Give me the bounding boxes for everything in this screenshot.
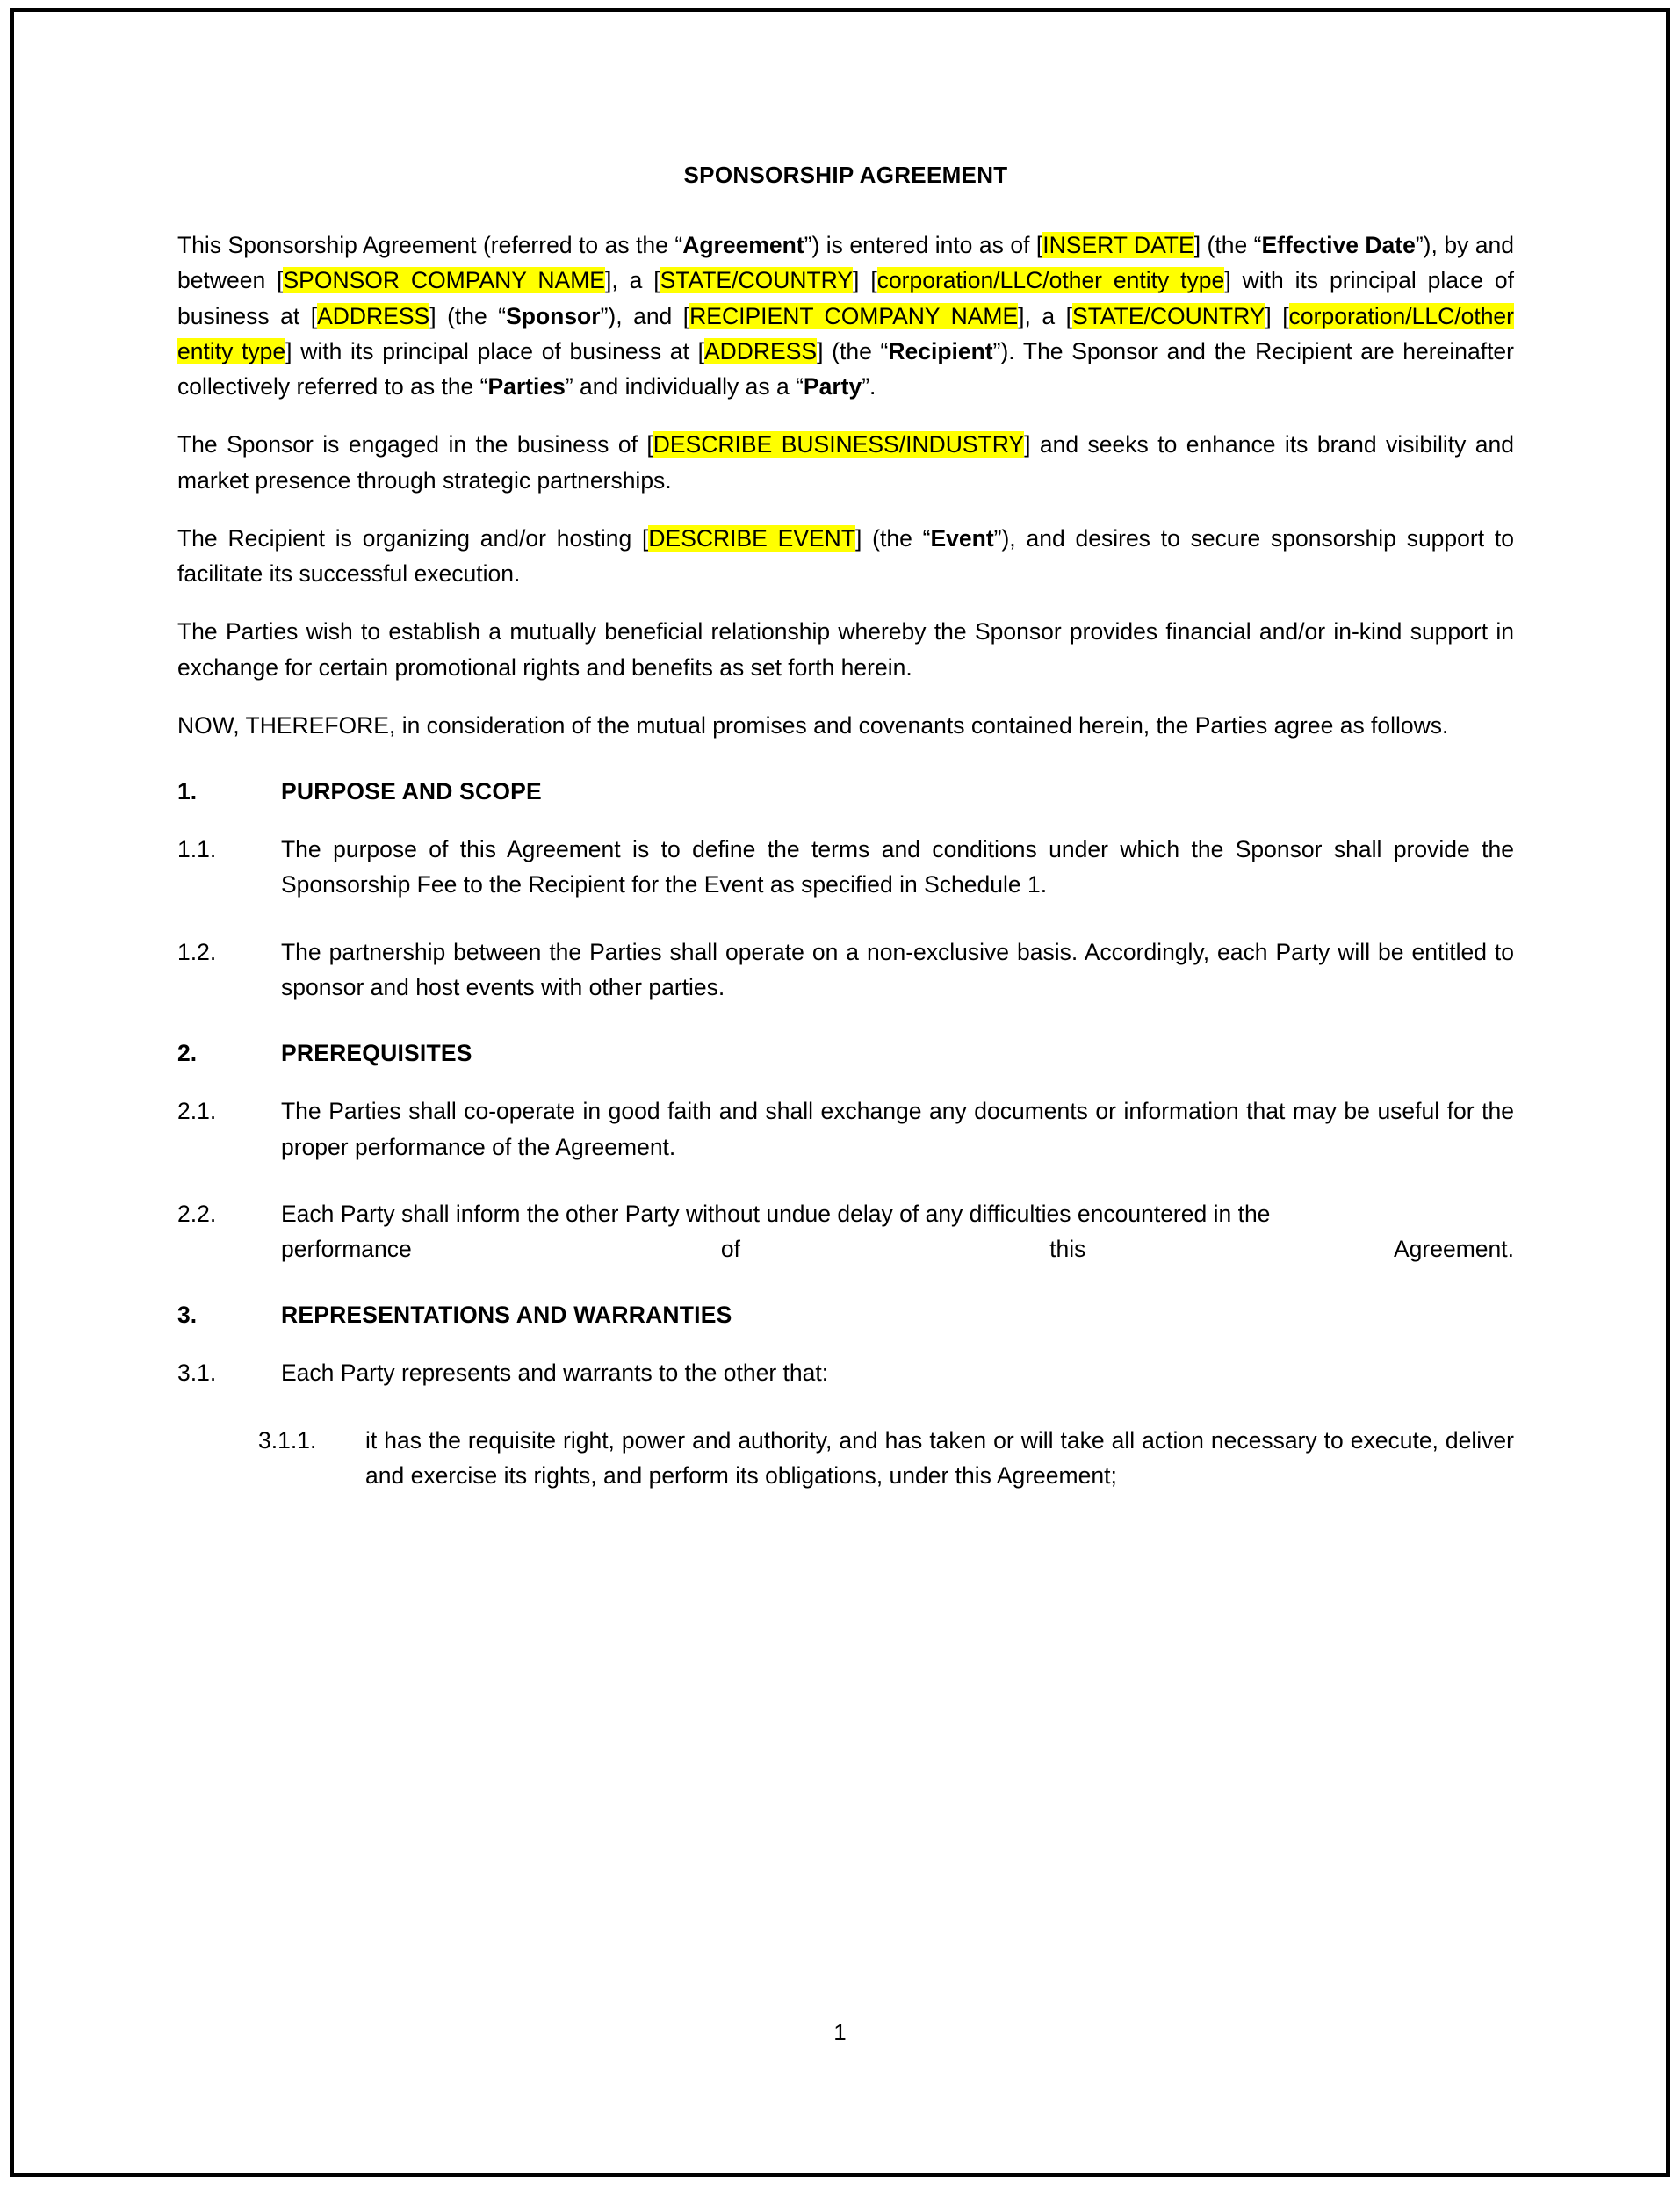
clause-3-1-1 (258, 1423, 1514, 1494)
section-number: 1. (177, 778, 198, 805)
text-fragment: ”), and desires to secure sponsorship support to facilitate its successful execution. (177, 524, 1514, 588)
text-fragment: ”), and [ (600, 302, 690, 329)
clause-text-line1: Each Party shall inform the other Party without undue delay of any difficulties encountered in the (281, 1200, 1271, 1227)
clause-2-1 (177, 1093, 1514, 1165)
clause-text: Each Party represents and warrants to the other that: (281, 1360, 829, 1387)
clause-number: 2.2. (177, 1200, 217, 1227)
term-sponsor: Sponsor (506, 302, 601, 329)
page-title: SPONSORSHIP AGREEMENT (683, 162, 1008, 188)
page-number: 1 (833, 2019, 847, 2045)
paragraph-now-therefore: NOW, THEREFORE, in consideration of the mutual promises and covenants contained herein, the Parties agree as follows. (177, 711, 1449, 739)
placeholder-describe-event: DESCRIBE EVENT (648, 524, 856, 552)
text-fragment: ] (the “ (855, 524, 931, 552)
text-fragment: ] [ (1265, 302, 1289, 329)
section-title: REPRESENTATIONS AND WARRANTIES (281, 1302, 732, 1329)
clause-3-1 (177, 1355, 1514, 1390)
text-fragment: ”), by and between [ (177, 232, 1515, 294)
clause-number: 3.1. (177, 1360, 217, 1387)
term-effective-date: Effective Date (1261, 232, 1416, 258)
text-fragment: ], a [ (1018, 302, 1073, 329)
text-fragment: This Sponsorship Agreement (referred to as the “ (177, 232, 683, 258)
clause-text: The partnership between the Parties shall operate on a non-exclusive basis. Accordingly, each Party will be entitled to sponsor and host events with other parties. (281, 938, 1514, 1000)
document-sheet (14, 12, 1666, 2173)
text-fragment: ] (the “ (429, 302, 507, 329)
section-number: 3. (177, 1302, 198, 1329)
clause-text (281, 1196, 1514, 1267)
text-fragment: ”) is entered into as of [ (804, 232, 1043, 258)
text-fragment: ] [ (853, 267, 877, 294)
clause-2-2 (177, 1196, 1514, 1267)
placeholder-sponsor-company-name: SPONSOR COMPANY NAME (283, 267, 605, 294)
text-fragment: ” and individually as a “ (565, 373, 804, 400)
text-fragment: ] (the “ (817, 337, 889, 364)
clause-number: 1.1. (177, 836, 217, 863)
term-recipient: Recipient (888, 337, 993, 364)
paragraph-recipient-event (177, 521, 1514, 592)
clause-number: 1.2. (177, 938, 217, 965)
text-fragment: ] and seeks to enhance its brand visibility and market presence through strategic partnerships. (177, 431, 1515, 494)
section-title: PURPOSE AND SCOPE (281, 778, 542, 805)
clause-text-line2: performance of this Agreement. (281, 1236, 1514, 1263)
clause-text: it has the requisite right, power and authority, and has taken or will take all action necessary to execute, deliver and exercise its rights, and perform its obligations, under this Agreement; (365, 1426, 1514, 1489)
placeholder-address-sponsor: ADDRESS (317, 302, 430, 329)
text-fragment: ] (the “ (1193, 232, 1262, 258)
text-fragment: ”. (862, 373, 876, 400)
placeholder-entity-type-sponsor: corporation/LLC/other entity type (876, 267, 1225, 294)
term-event: Event (930, 524, 994, 552)
section-title: PREREQUISITES (281, 1040, 472, 1067)
placeholder-state-country-sponsor: STATE/COUNTRY (660, 267, 854, 294)
section-heading-3 (177, 1302, 1514, 1329)
placeholder-state-country-recipient: STATE/COUNTRY (1072, 302, 1265, 329)
text-fragment: The Sponsor is engaged in the business of [ (177, 431, 653, 458)
clause-text: The Parties shall co-operate in good faith and shall exchange any documents or information that may be useful for the proper performance of the Agreement. (281, 1098, 1514, 1160)
clause-text: The purpose of this Agreement is to define the terms and conditions under which the Sponsor shall provide the Sponsorship Fee to the Recipient for the Event as specified in Schedule 1. (281, 836, 1514, 898)
clause-1-2 (177, 934, 1514, 1006)
clause-1-1 (177, 832, 1514, 903)
text-fragment: ] with its principal place of business at [ (177, 267, 1515, 329)
paragraph-mutual-benefit: The Parties wish to establish a mutually beneficial relationship whereby the Sponsor provides financial and/or in-kind support in exchange for certain promotional rights and benefits as set forth herein. (177, 618, 1514, 681)
placeholder-describe-business: DESCRIBE BUSINESS/INDUSTRY (653, 431, 1025, 458)
term-agreement: Agreement (682, 232, 804, 258)
placeholder-insert-date: INSERT DATE (1042, 232, 1194, 258)
placeholder-entity-type-recipient: corporation/LLC/other entity type (177, 302, 1514, 364)
paragraph-sponsor-business (177, 427, 1514, 498)
section-heading-1 (177, 778, 1514, 805)
clause-number: 3.1.1. (258, 1426, 317, 1454)
paragraph-parties (177, 227, 1514, 404)
term-party: Party (803, 373, 862, 400)
text-fragment: ], a [ (604, 267, 660, 294)
placeholder-recipient-company-name: RECIPIENT COMPANY NAME (689, 302, 1019, 329)
text-fragment: The Recipient is organizing and/or hosting [ (177, 524, 649, 552)
placeholder-address-recipient: ADDRESS (703, 337, 818, 364)
clause-number: 2.1. (177, 1098, 217, 1125)
term-parties: Parties (487, 373, 566, 400)
section-heading-2 (177, 1040, 1514, 1067)
document-content (177, 162, 1514, 1525)
text-fragment: ”). The Sponsor and the Recipient are hereinafter collectively referred to as the “ (177, 337, 1514, 400)
text-fragment: ] with its principal place of business at [ (285, 337, 704, 364)
section-number: 2. (177, 1040, 198, 1067)
